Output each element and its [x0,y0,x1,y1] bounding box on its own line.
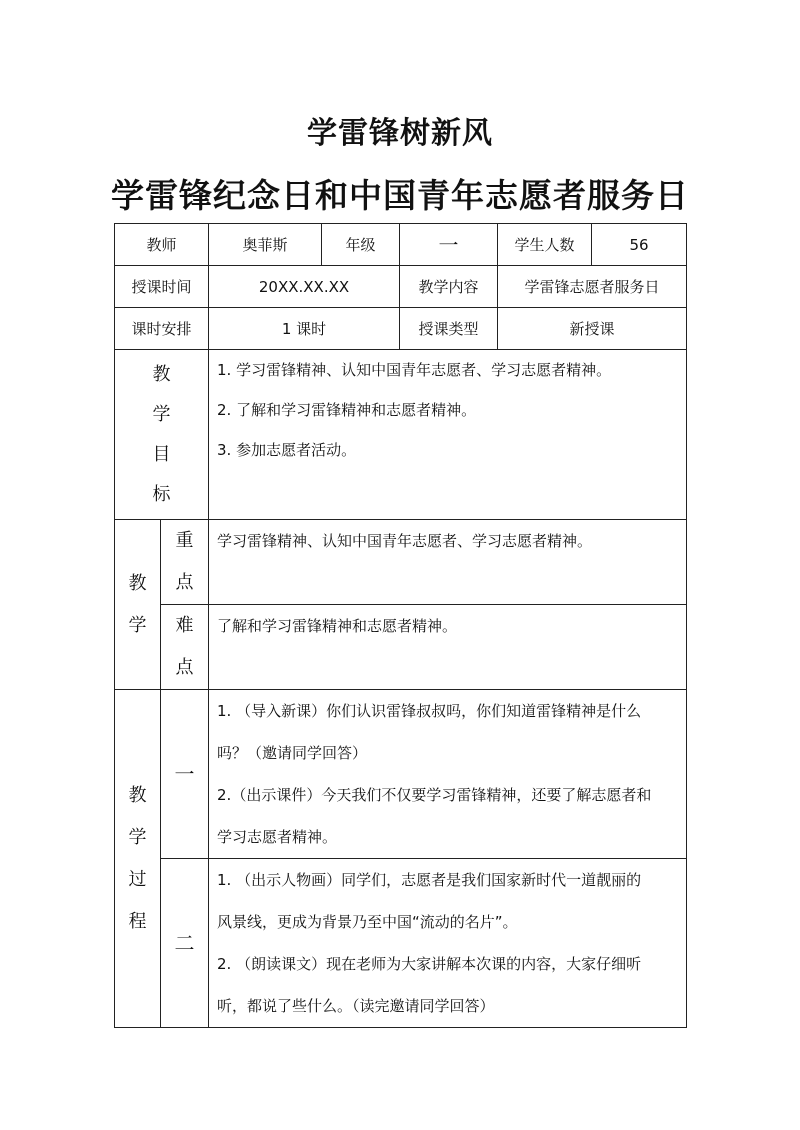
page-title: 学雷锋树新风 [307,116,493,151]
goal-item: 2. 了解和学习雷锋精神和志愿者精神。 [217,401,477,419]
step-2-label: 二 [161,859,209,1028]
difficult-points-content: 了解和学习雷锋精神和志愿者精神。 [209,605,687,690]
type-value: 新授课 [498,308,687,350]
teaching-label: 教 学 [115,520,161,690]
hours-value: 1 课时 [209,308,400,350]
goals-label: 教 学 目 标 [115,350,209,520]
key-points-row [115,520,687,605]
goal-item: 1. 学习雷锋精神、认知中国青年志愿者、学习志愿者精神。 [217,361,612,379]
grade-value: 一 [400,224,498,266]
step-1-content: 1. （导入新课）你们认识雷锋叔叔吗，你们知道雷锋精神是什么 吗？（邀请同学回答） 2.（出示课件）今天我们不仅要学习雷锋精神，还要了解志愿者和 学习志愿者精神。 [209,690,687,859]
process-label: 教 学 过 程 [115,690,161,1028]
teacher-label: 教师 [115,224,209,266]
process-step-1-row [115,690,687,859]
step-1-label: 一 [161,690,209,859]
students-label: 学生人数 [498,224,592,266]
page-subtitle: 学雷锋纪念日和中国青年志愿者服务日 [111,176,689,215]
teacher-value: 奥菲斯 [209,224,322,266]
step-2-content: 1. （出示人物画）同学们，志愿者是我们国家新时代一道靓丽的 风景线，更成为背景乃至中国“流动的名片”。 2. （朗读课文）现在老师为大家讲解本次课的内容，大家仔细听 听，都说了些什么。（读完邀请同学回答） [209,859,687,1028]
process-step-2-row [115,859,687,1028]
students-value: 56 [592,224,687,266]
content-label: 教学内容 [400,266,498,308]
time-label: 授课时间 [115,266,209,308]
goals-row [115,350,687,520]
key-points-content: 学习雷锋精神、认知中国青年志愿者、学习志愿者精神。 [209,520,687,605]
type-label: 授课类型 [400,308,498,350]
info-row-2 [115,266,687,308]
difficult-points-label: 难 点 [161,605,209,690]
time-value: 20XX.XX.XX [209,266,400,308]
info-row-3 [115,308,687,350]
key-points-label: 重 点 [161,520,209,605]
info-row-1 [115,224,687,266]
hours-label: 课时安排 [115,308,209,350]
lesson-plan-table [114,223,687,1028]
grade-label: 年级 [322,224,400,266]
goal-item: 3. 参加志愿者活动。 [217,441,357,459]
goals-content [209,350,687,520]
content-value: 学雷锋志愿者服务日 [498,266,687,308]
difficult-points-row [115,605,687,690]
